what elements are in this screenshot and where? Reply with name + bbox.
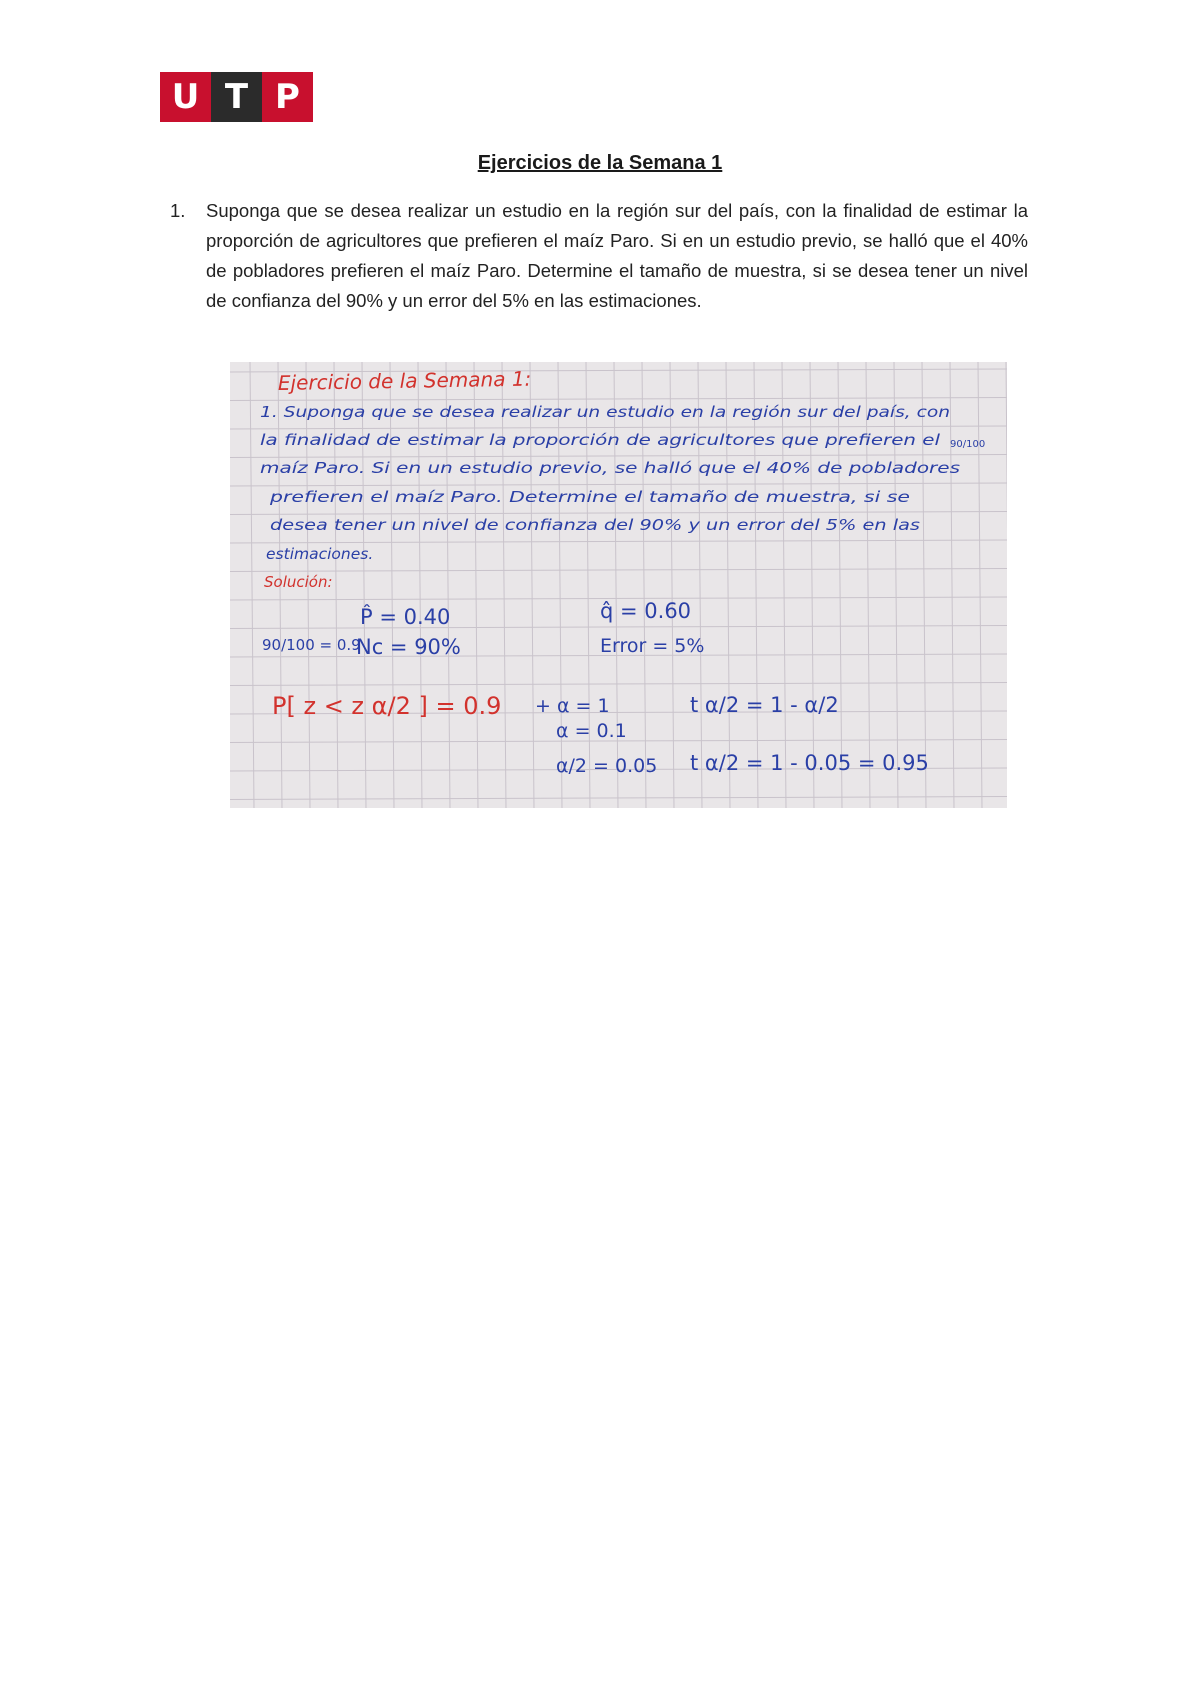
- grid-line-vertical: [1006, 362, 1007, 808]
- grid-line-horizontal: [230, 512, 1007, 515]
- grid-line-vertical: [782, 362, 786, 808]
- grid-line-horizontal: [230, 398, 1007, 401]
- grid-line-horizontal: [230, 483, 1007, 486]
- exercise-text: Suponga que se desea realizar un estudio en la región sur del país, con la finalidad de estimar la proporción de agricultores que prefieren el maíz Paro. Si en un estudio previo, se halló que el 40% de pobladores prefieren el maíz Paro. Determine el tamaño de muestra, si se desea tener un nivel de confianza del 90% y un error del 5% en las estimaciones.: [206, 200, 1028, 311]
- hw-error: Error = 5%: [600, 635, 705, 657]
- grid-line-vertical: [978, 362, 982, 808]
- hw-t-eq-2: t α/2 = 1 - 0.05 = 0.95: [690, 751, 929, 775]
- hw-alpha-eq: + α = 1: [535, 695, 610, 717]
- hw-solution-label: Solución:: [264, 573, 333, 591]
- grid-line-vertical: [726, 362, 730, 808]
- logo-letter-t: T: [211, 72, 262, 122]
- hw-p-hat: P̂ = 0.40: [360, 605, 451, 629]
- hw-fraction: 90/100 = 0.9: [262, 636, 361, 654]
- grid-line-vertical: [838, 362, 842, 808]
- hw-line-1: 1. Suponga que se desea realizar un estudio en la región sur del país, con: [260, 403, 950, 421]
- page-title: Ejercicios de la Semana 1: [477, 152, 723, 174]
- hw-line-5: desea tener un nivel de confianza del 90% y un error del 5% en las: [270, 516, 920, 534]
- handwritten-solution-photo: [230, 362, 1007, 808]
- hw-line-2: la finalidad de estimar la proporción de agricultores que prefieren el: [260, 431, 941, 449]
- utp-logo: [160, 72, 313, 122]
- logo-letter-p: P: [262, 72, 313, 122]
- hw-t-eq-1: t α/2 = 1 - α/2: [690, 693, 839, 717]
- grid-line-horizontal: [230, 455, 1007, 458]
- exercise-1: [170, 196, 1028, 316]
- grid-line-vertical: [866, 362, 870, 808]
- grid-line-vertical: [810, 362, 814, 808]
- hw-heading: Ejercicio de la Semana 1:: [277, 366, 532, 395]
- exercise-number: 1.: [170, 200, 186, 221]
- hw-alpha-half: α/2 = 0.05: [556, 755, 658, 777]
- hw-q-hat: q̂ = 0.60: [600, 599, 692, 623]
- grid-line-vertical: [446, 362, 450, 808]
- grid-line-horizontal: [230, 797, 1007, 800]
- grid-line-vertical: [950, 362, 954, 808]
- hw-prob-eq: P[ z < z α/2 ] = 0.9: [272, 692, 502, 720]
- grid-line-horizontal: [230, 540, 1007, 543]
- grid-line-vertical: [894, 362, 898, 808]
- hw-margin-fraction: 90/100: [950, 439, 986, 450]
- grid-line-horizontal: [230, 569, 1007, 572]
- logo-letter-u: U: [160, 72, 211, 122]
- hw-line-6: estimaciones.: [266, 545, 374, 563]
- hw-line-4: prefieren el maíz Paro. Determine el tamaño de muestra, si se: [268, 488, 910, 506]
- hw-line-3: maíz Paro. Si en un estudio previo, se halló que el 40% de pobladores: [260, 459, 960, 477]
- hw-nc: Nc = 90%: [356, 635, 461, 659]
- grid-line-vertical: [418, 362, 422, 808]
- grid-line-horizontal: [230, 426, 1007, 429]
- grid-line-vertical: [922, 362, 926, 808]
- grid-line-horizontal: [230, 683, 1007, 686]
- grid-line-horizontal: [230, 626, 1007, 629]
- hw-alpha-val: α = 0.1: [556, 720, 627, 742]
- grid-line-vertical: [754, 362, 758, 808]
- grid-line-vertical: [390, 362, 394, 808]
